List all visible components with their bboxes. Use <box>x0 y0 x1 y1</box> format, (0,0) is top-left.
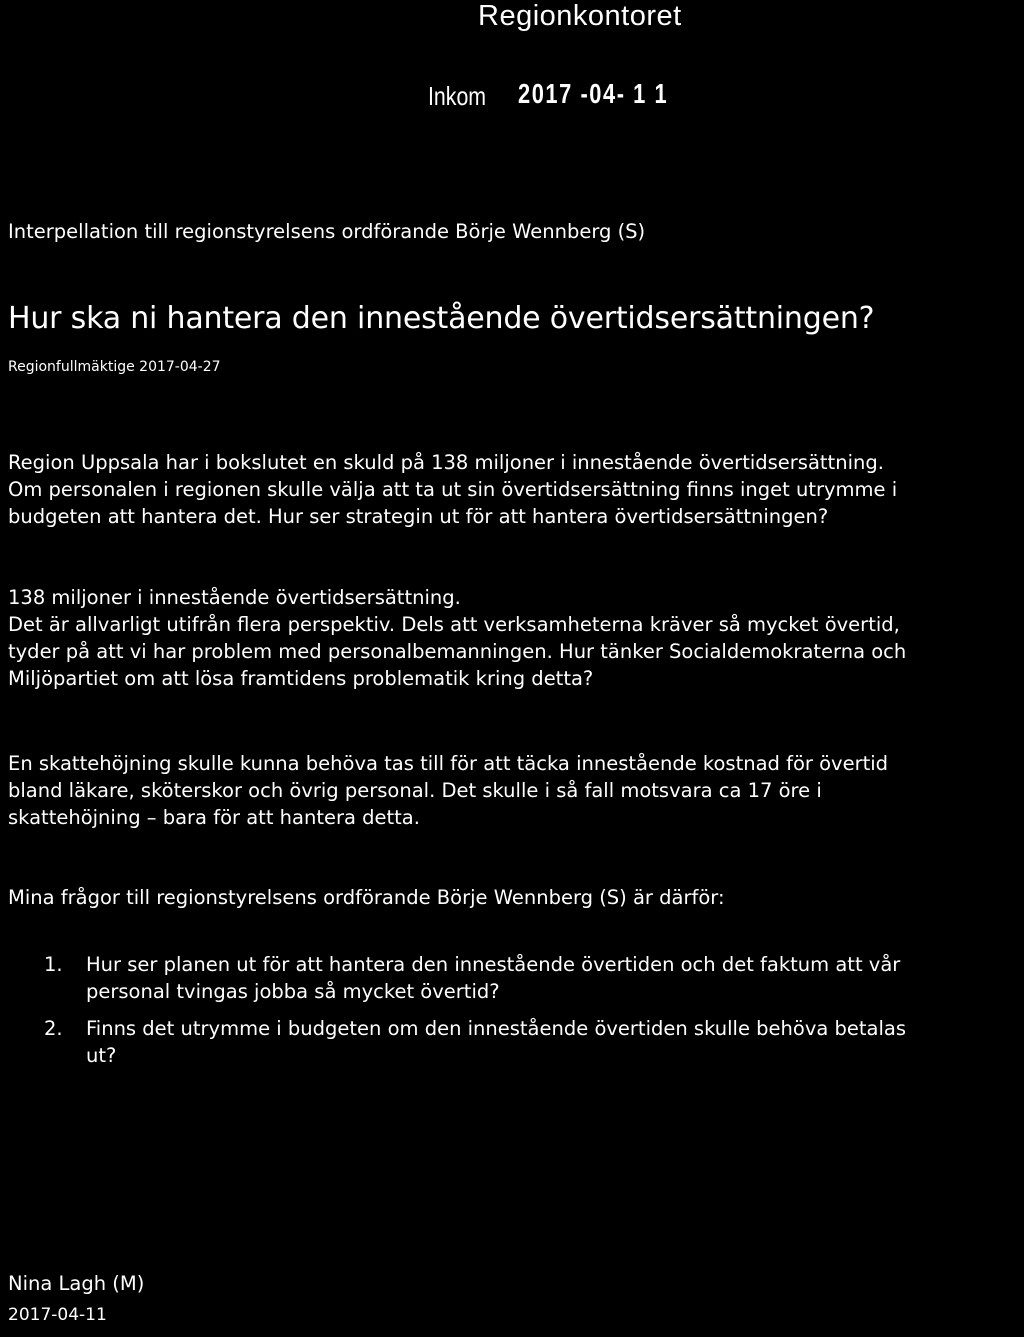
document-title: Hur ska ni hantera den innestående övertidsersättningen? <box>8 301 875 336</box>
paragraph-questions-intro <box>8 884 1024 911</box>
paragraph-line: budgeten att hantera det. Hur ser strategin ut för att hantera övertidsersättningen? <box>8 505 829 528</box>
question-number: 1. <box>44 953 63 976</box>
question-number: 2. <box>44 1017 63 1040</box>
signer-name: Nina Lagh (M) <box>8 1272 145 1295</box>
stamp-organization: Regionkontoret <box>478 0 682 32</box>
paragraph-line: tyder på att vi har problem med personalbemanningen. Hur tänker Socialdemokraterna och <box>8 640 907 663</box>
question-line: Finns det utrymme i budgeten om den innestående övertiden skulle behöva betalas <box>86 1017 907 1040</box>
paragraph-tax <box>8 750 1024 831</box>
question-line: personal tvingas jobba så mycket övertid? <box>86 980 500 1003</box>
paragraph-line: Det är allvarligt utifrån flera perspektiv. Dels att verksamheterna kräver så mycket övertid, <box>8 613 900 636</box>
paragraph-line: bland läkare, sköterskor och övrig personal. Det skulle i så fall motsvara ca 17 öre i <box>8 779 822 802</box>
paragraph-line: Mina frågor till regionstyrelsens ordförande Börje Wennberg (S) är därför: <box>8 886 725 909</box>
paragraph-line: Region Uppsala har i bokslutet en skuld på 138 miljoner i innestående övertidsersättning. <box>8 451 884 474</box>
signature-date: 2017-04-11 <box>8 1305 107 1325</box>
question-line: ut? <box>86 1044 117 1067</box>
paragraph-line: En skattehöjning skulle kunna behöva tas till för att täcka innestående kostnad för övertid <box>8 752 889 775</box>
stamp-received-date: 2017 -04- 1 1 <box>518 78 669 109</box>
question-line: Hur ser planen ut för att hantera den innestående övertiden och det faktum att vår <box>86 953 901 976</box>
paragraph-problem <box>8 584 1024 692</box>
stamp-received-label: Inkom <box>428 81 487 111</box>
paragraph-line: skattehöjning – bara för att hantera detta. <box>8 806 420 829</box>
paragraph-intro <box>8 449 1024 530</box>
paragraph-line: Om personalen i regionen skulle välja att ta ut sin övertidsersättning finns inget utrymme i <box>8 478 898 501</box>
paragraph-line: Miljöpartiet om att lösa framtidens problematik kring detta? <box>8 667 594 690</box>
document-heading: Interpellation till regionstyrelsens ordförande Börje Wennberg (S) <box>8 220 646 243</box>
paragraph-line: 138 miljoner i innestående övertidsersättning. <box>8 586 461 609</box>
meeting-date: Regionfullmäktige 2017-04-27 <box>8 359 221 375</box>
